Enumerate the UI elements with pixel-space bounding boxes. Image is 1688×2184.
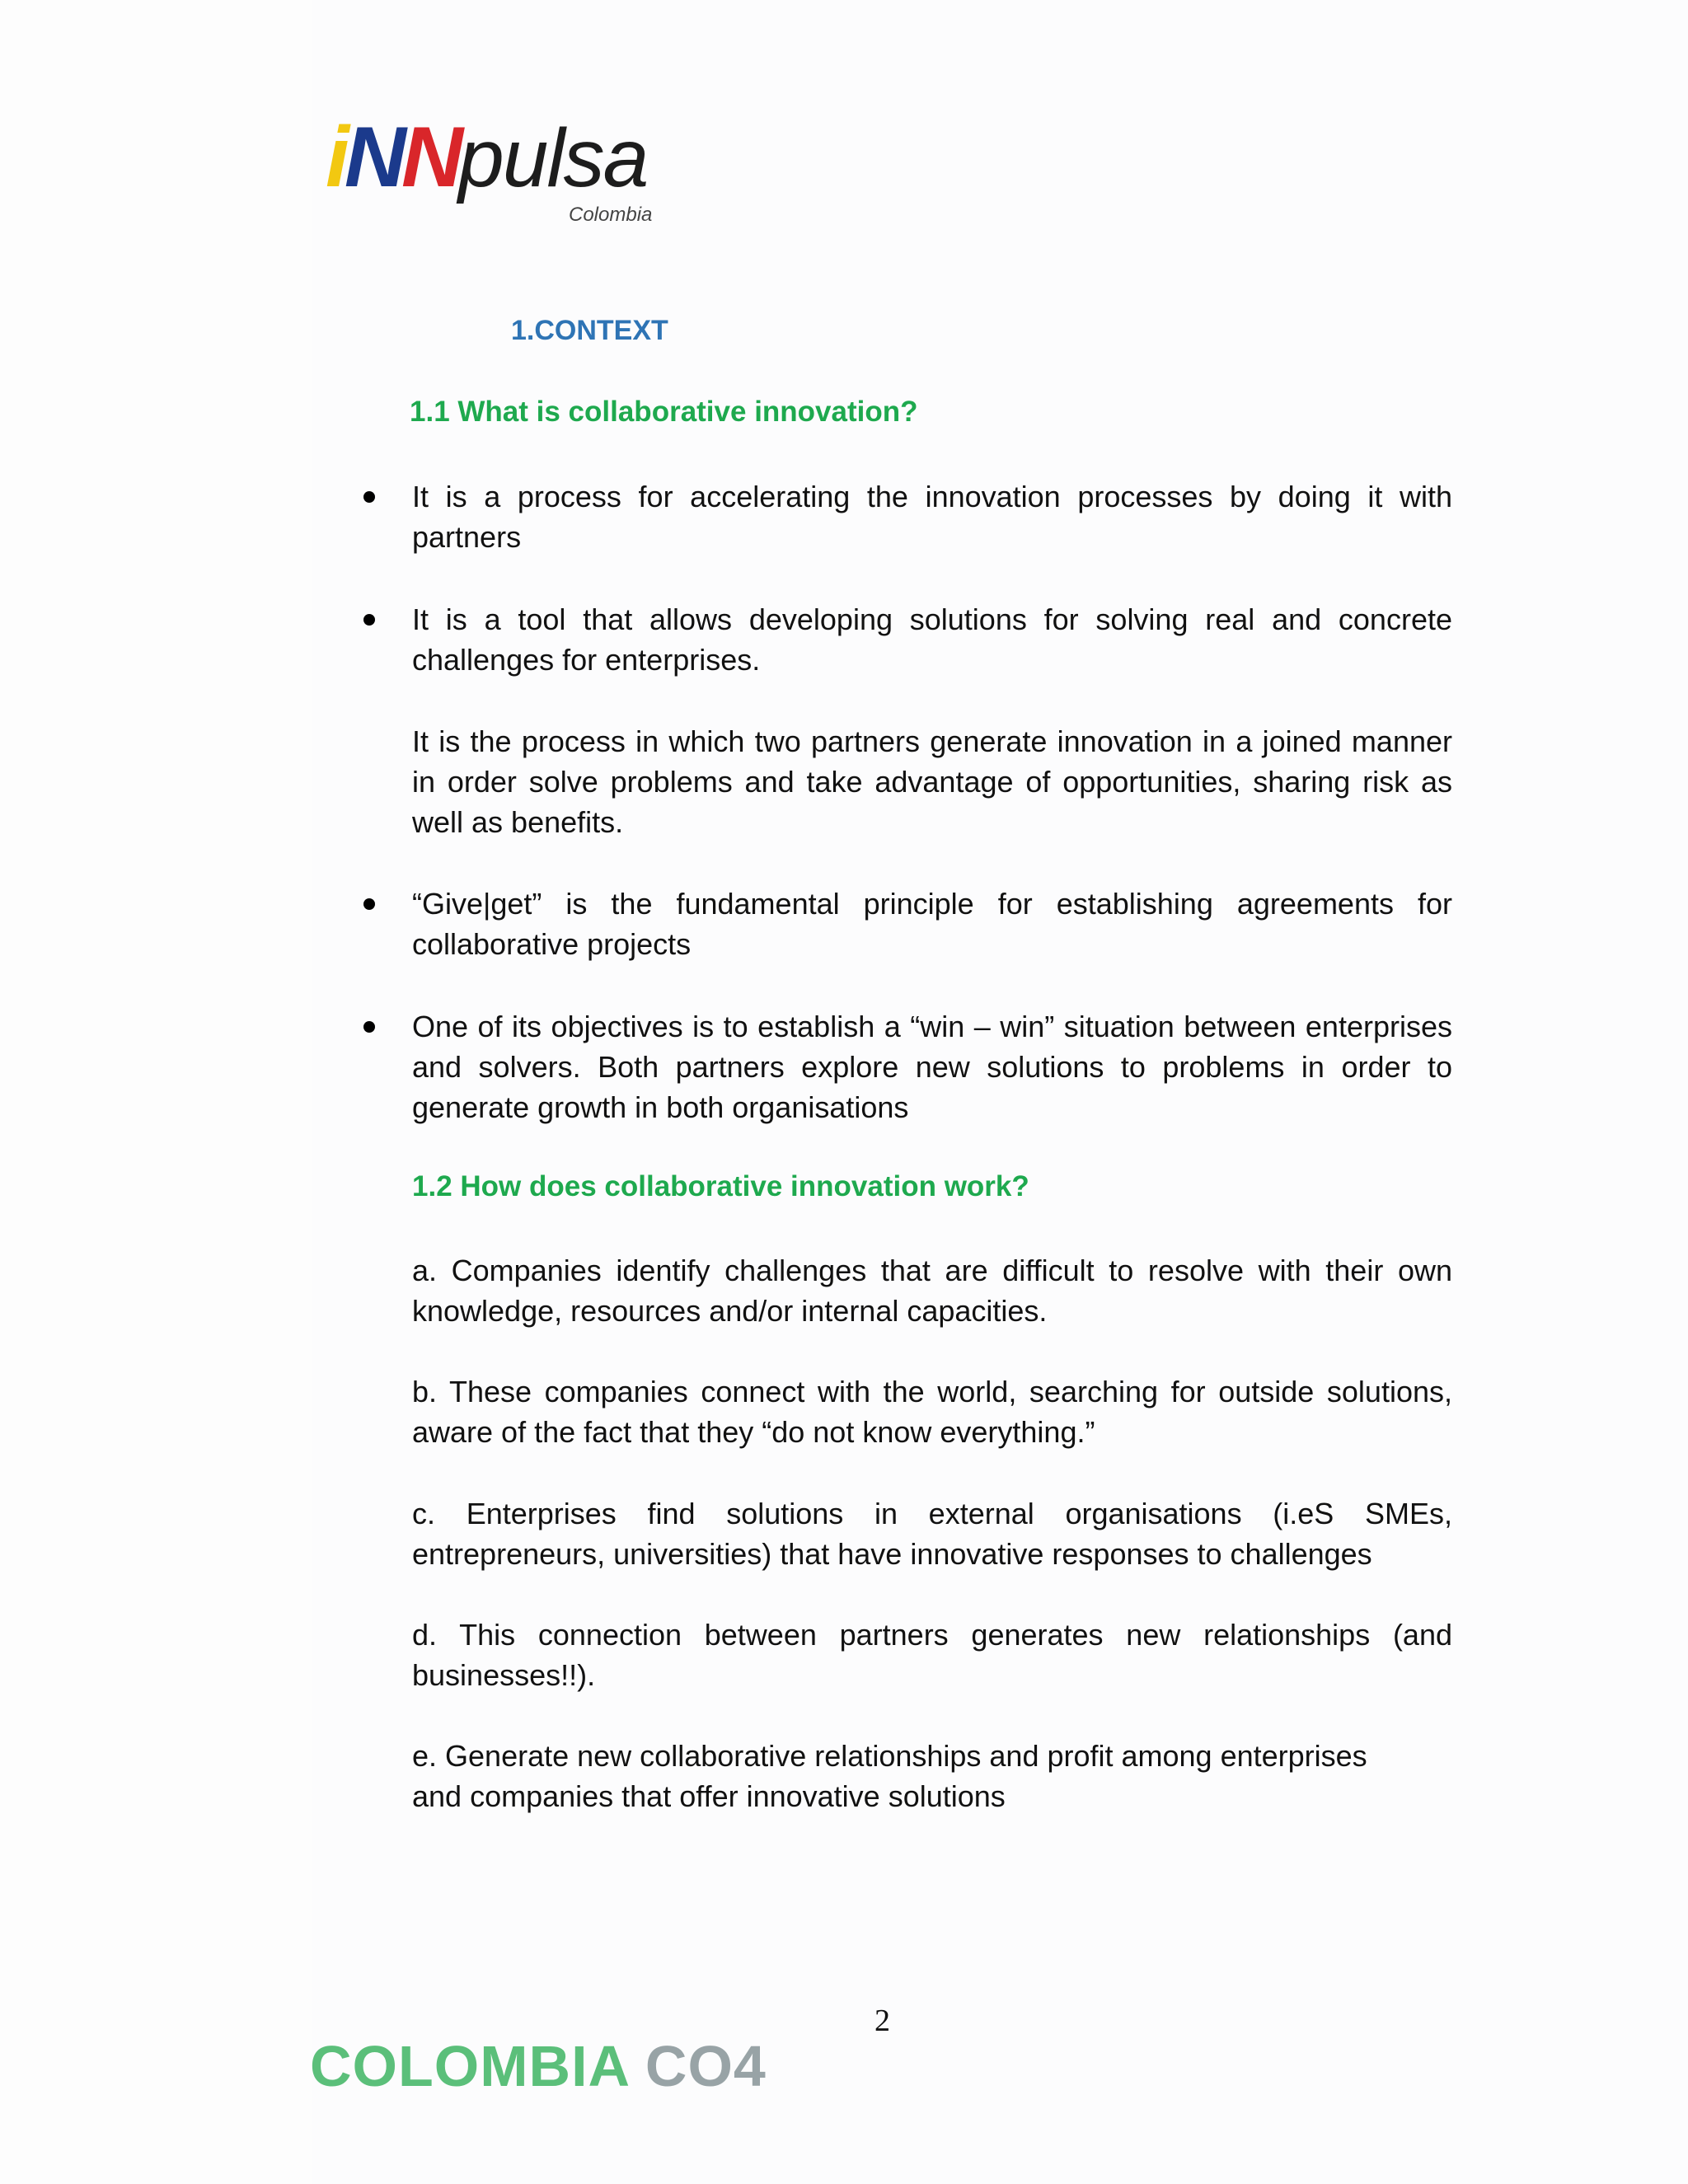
- bullet-item-4: One of its objectives is to establish a “win – win” situation between enterprises and solvers. Both partners explore new solutions to problems in order to generate growth in both organisations: [412, 1010, 1452, 1124]
- subsection-heading-1: 1.1 What is collaborative innovation?: [410, 396, 918, 428]
- innpulsa-logo: [326, 111, 672, 235]
- logo-pulsa: pulsa: [458, 112, 648, 204]
- section-title: 1.CONTEXT: [511, 315, 668, 346]
- logo-letter-n1: N: [344, 110, 402, 205]
- page-number: 2: [874, 2004, 890, 2038]
- logo-wordmark: [326, 111, 647, 206]
- bullet-icon: [363, 898, 375, 910]
- bullet-item-2: It is a tool that allows developing solutions for solving real and concrete challenges for enterprises.: [412, 602, 1452, 677]
- bullet-icon: [363, 1021, 375, 1033]
- list-item-d: d. This connection between partners generates new relationships (and businesses!!).: [412, 1618, 1452, 1692]
- logo-subtitle: Colombia: [569, 204, 653, 226]
- list-item-c: c. Enterprises find solutions in external organisations (i.eS SMEs, entrepreneurs, universities) that have innovative responses to challenges: [412, 1497, 1452, 1571]
- bullet-icon: [363, 491, 375, 503]
- bullet-item-3: “Give|get” is the fundamental principle for establishing agreements for collaborative projects: [412, 887, 1452, 961]
- footer-brand-logo: [310, 2033, 767, 2099]
- footer-brand-colombia: COLOMBIA: [310, 2034, 629, 2098]
- paragraph-partners: It is the process in which two partners generate innovation in a joined manner in order solve problems and take advantage of opportunities, sharing risk as well as benefits.: [412, 724, 1452, 839]
- bullet-icon: [363, 614, 375, 626]
- subsection-heading-2: 1.2 How does collaborative innovation work?: [412, 1170, 1029, 1202]
- logo-letter-i: i: [326, 110, 345, 205]
- list-item-a: a. Companies identify challenges that are difficult to resolve with their own knowledge, resources and/or internal capacities.: [412, 1254, 1452, 1328]
- logo-letter-n2: N: [401, 110, 459, 205]
- list-item-e: e. Generate new collaborative relationships and profit among enterprises and companies that offer innovative solutions: [412, 1739, 1367, 1813]
- list-item-b: b. These companies connect with the world, searching for outside solutions, aware of the fact that they “do not know everything.”: [412, 1375, 1452, 1449]
- bullet-item-1: It is a process for accelerating the innovation processes by doing it with partners: [412, 480, 1452, 554]
- footer-brand-co4: CO4: [628, 2034, 767, 2098]
